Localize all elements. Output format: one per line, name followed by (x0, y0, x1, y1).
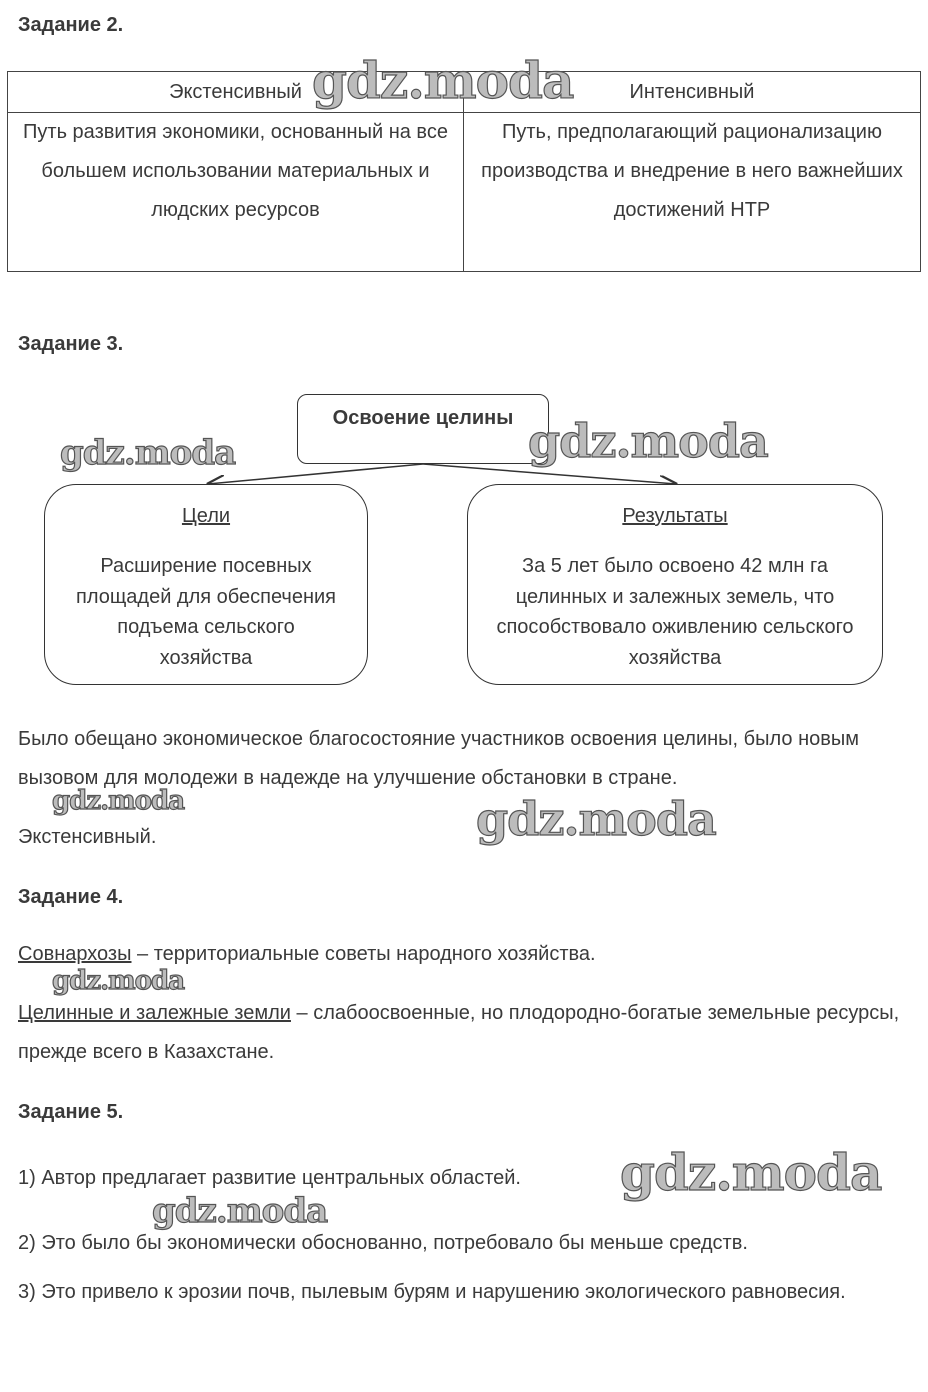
task5-item-1: 1) Автор предлагает развитие центральных областей. (18, 1167, 521, 1189)
table-cell-intensive: Путь, предполагающий рационализацию производства и внедрение в него важнейших достижений НТР (464, 113, 921, 272)
goals-body: Расширение посевных площадей для обеспечения подъема сельского хозяйства (75, 555, 337, 669)
task5-heading: Задание 5. (18, 1101, 124, 1123)
task5-item-3: 3) Это привело к эрозии почв, пылевым бурям и нарушению экологического равновесия. (18, 1281, 846, 1303)
task3-answer: Экстенсивный. (18, 826, 157, 848)
arrow-to-goals (208, 464, 423, 484)
watermark: gdz.moda (528, 414, 768, 468)
results-body: За 5 лет было освоено 42 млн га целинных и залежных земель, что способствовало оживлению сельского хозяйства (496, 555, 854, 669)
results-box (467, 484, 883, 685)
watermark: gdz.moda (52, 786, 185, 816)
arrow-to-results (423, 464, 676, 484)
watermark: gdz.moda (476, 792, 716, 846)
watermark: gdz.moda (152, 1191, 328, 1231)
term-sovnarkhozy: Совнархозы (18, 943, 132, 965)
table-cell-extensive: Путь развития экономики, основанный на все большем использовании материальных и людских ресурсов (8, 113, 464, 272)
results-title: Результаты (622, 505, 728, 527)
definition-1 (18, 935, 918, 974)
watermark: gdz.moda (312, 51, 574, 110)
goals-title: Цели (181, 505, 231, 527)
watermark: gdz.moda (620, 1143, 882, 1202)
task2-heading: Задание 2. (18, 14, 124, 36)
goals-box (44, 484, 368, 685)
table-header-intensive: Интенсивный (464, 72, 921, 113)
diagram-top-box: Освоение целины (297, 394, 549, 464)
term-virgin-lands: Целинные и залежные земли (18, 1002, 291, 1024)
definition-2-text: – слабоосвоенные, но плодородно-богатые земельные ресурсы, прежде всего в Казахстане. (18, 1002, 900, 1063)
table-header-extensive: Экстенсивный (8, 72, 464, 113)
definition-2 (18, 994, 908, 1072)
watermark: gdz.moda (52, 966, 185, 996)
task3-heading: Задание 3. (18, 333, 124, 355)
task3-paragraph: Было обещано экономическое благосостояние участников освоения целины, было новым вызовом для молодежи в надежде на улучшение обстановки в стране. (18, 728, 859, 789)
task5-item-2: 2) Это было бы экономически обоснованно, потребовало бы меньше средств. (18, 1232, 748, 1254)
task4-heading: Задание 4. (18, 886, 124, 908)
definition-1-text: – территориальные советы народного хозяйства. (131, 943, 596, 965)
watermark: gdz.moda (60, 433, 236, 473)
